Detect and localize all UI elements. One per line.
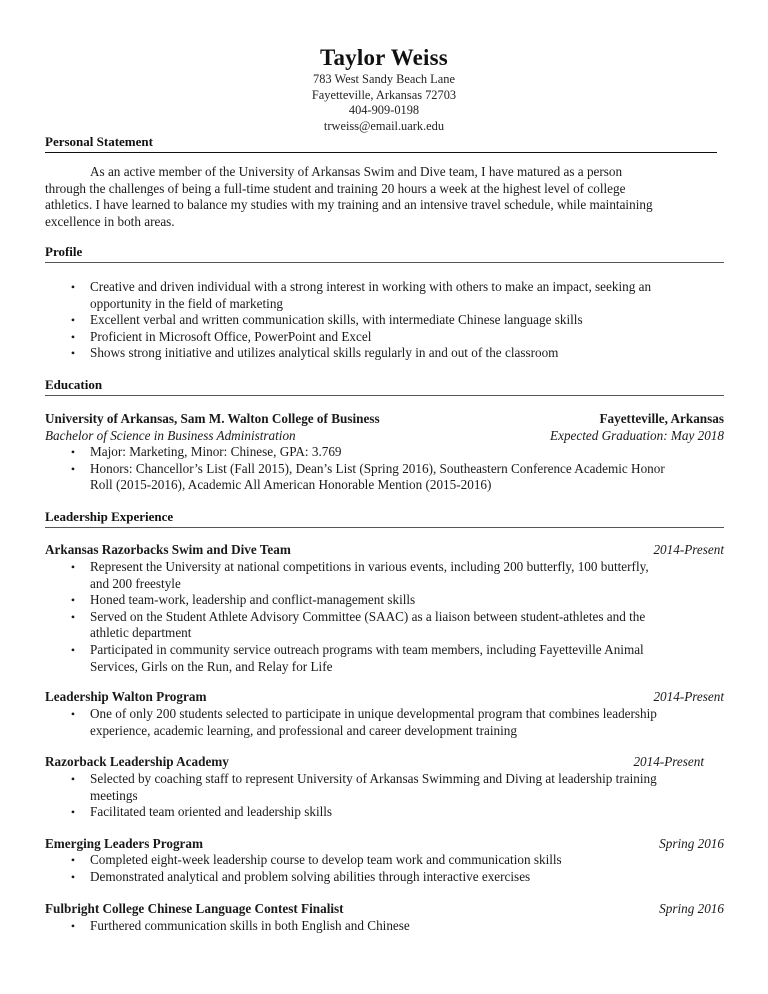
leadership-entry-header (45, 542, 724, 559)
bullet-icon: • (70, 919, 76, 933)
bullet-icon: • (70, 869, 76, 884)
bullet-icon: • (70, 445, 76, 459)
list-item: • Major: Marketing, Minor: Chinese, GPA: 3.769 (45, 444, 725, 461)
list-item: • Proficient in Microsoft Office, PowerPoint and Excel (45, 329, 725, 346)
list-item: • Furthered communication skills in both English and Chinese (45, 918, 725, 935)
email-address: trweiss@email.uark.edu (323, 118, 445, 133)
statement-line: excellence in both areas. (45, 213, 175, 229)
list-item: • Represent the University at national competitions in various events, including 200 butterfly, 100 butterfly, and 200 freestyle (45, 559, 725, 592)
entry-dates: 2014-Present (653, 689, 724, 704)
bullet-icon: • (70, 280, 76, 294)
bullet-icon: • (70, 461, 76, 476)
section-divider (45, 152, 717, 153)
education-entry-header (45, 411, 724, 428)
bullet-icon: • (70, 329, 76, 344)
entry-dates: Spring 2016 (659, 836, 724, 851)
list-item: • Facilitated team oriented and leadership skills (45, 804, 725, 821)
list-item: • Selected by coaching staff to represent University of Arkansas Swimming and Diving at leadership training meetings (45, 771, 725, 804)
list-item: • Participated in community service outreach programs with team members, including Fayetteville Animal Services, Girls on the Run, and Relay for Life (45, 642, 725, 675)
leadership-entry-list (45, 706, 725, 739)
resume-header (0, 44, 768, 134)
school-name: University of Arkansas, Sam M. Walton College of Business (45, 411, 380, 426)
bullet-icon: • (70, 313, 76, 328)
section-title-education: Education (45, 377, 103, 392)
section-divider (45, 395, 724, 396)
entry-dates: Spring 2016 (659, 901, 724, 916)
leadership-entry-list (45, 771, 725, 821)
list-item: • Creative and driven individual with a strong interest in working with others to make an impact, seeking an opportunity in the field of marketing (45, 279, 725, 312)
entry-dates: 2014-Present (633, 754, 704, 769)
list-item: • Honors: Chancellor’s List (Fall 2015), Dean’s List (Spring 2016), Southeastern Conference Academic Honor Roll (2015-2016), Academic All American Honorable Mention (2015-2016) (45, 461, 725, 494)
leadership-entry-header (45, 901, 724, 918)
section-divider (45, 527, 724, 528)
bullet-icon: • (70, 805, 76, 820)
bullet-icon: • (70, 707, 76, 721)
profile-list (45, 279, 725, 362)
leadership-entry-header (45, 836, 724, 853)
list-item: • Demonstrated analytical and problem solving abilities through interactive exercises (45, 869, 725, 886)
leadership-entry-list (45, 852, 725, 885)
list-item: • Shows strong initiative and utilizes analytical skills regularly in and out of the classroom (45, 345, 725, 362)
school-location: Fayetteville, Arkansas (599, 411, 724, 426)
bullet-icon: • (70, 609, 76, 624)
education-degree-row (45, 428, 724, 445)
education-list (45, 444, 725, 494)
bullet-icon: • (70, 346, 76, 361)
organization-name: Emerging Leaders Program (45, 836, 203, 851)
list-item: • Excellent verbal and written communication skills, with intermediate Chinese language skills (45, 312, 725, 329)
bullet-icon: • (70, 642, 76, 657)
degree-name: Bachelor of Science in Business Administration (45, 428, 296, 443)
address-line-2: Fayetteville, Arkansas 72703 (311, 87, 457, 102)
bullet-icon: • (70, 853, 76, 867)
organization-name: Fulbright College Chinese Language Contest Finalist (45, 901, 344, 916)
list-item: • Honed team-work, leadership and conflict-management skills (45, 592, 725, 609)
candidate-name: Taylor Weiss (320, 45, 448, 70)
organization-name: Arkansas Razorbacks Swim and Dive Team (45, 542, 291, 557)
entry-dates: 2014-Present (653, 542, 724, 557)
leadership-entry-header (45, 689, 724, 706)
bullet-icon: • (70, 772, 76, 786)
phone-number: 404-909-0198 (348, 103, 420, 118)
section-title-personal-statement: Personal Statement (45, 134, 153, 149)
statement-line: through the challenges of being a full-time student and training 20 hours a week at the highest level of college (45, 180, 626, 196)
statement-line: athletics. I have learned to balance my studies with my training and an intensive travel schedule, while maintaining (45, 197, 653, 213)
organization-name: Razorback Leadership Academy (45, 754, 229, 769)
bullet-icon: • (70, 560, 76, 574)
organization-name: Leadership Walton Program (45, 689, 207, 704)
leadership-entry-header (45, 754, 704, 771)
statement-line: As an active member of the University of Arkansas Swim and Dive team, I have matured as a person (90, 164, 623, 179)
section-divider (45, 262, 724, 263)
leadership-entry-list (45, 559, 725, 675)
leadership-entry-list (45, 918, 725, 935)
list-item: • One of only 200 students selected to participate in unique developmental program that combines leadership experience, academic learning, and professional and career development training (45, 706, 725, 739)
graduation-date: Expected Graduation: May 2018 (550, 428, 724, 443)
bullet-icon: • (70, 593, 76, 608)
personal-statement-text (45, 164, 725, 230)
section-title-leadership: Leadership Experience (45, 509, 174, 524)
address-line-1: 783 West Sandy Beach Lane (313, 72, 455, 86)
list-item: • Served on the Student Athlete Advisory Committee (SAAC) as a liaison between student-athletes and the athletic department (45, 609, 725, 642)
list-item: • Completed eight-week leadership course to develop team work and communication skills (45, 852, 725, 869)
section-title-profile: Profile (45, 244, 83, 259)
